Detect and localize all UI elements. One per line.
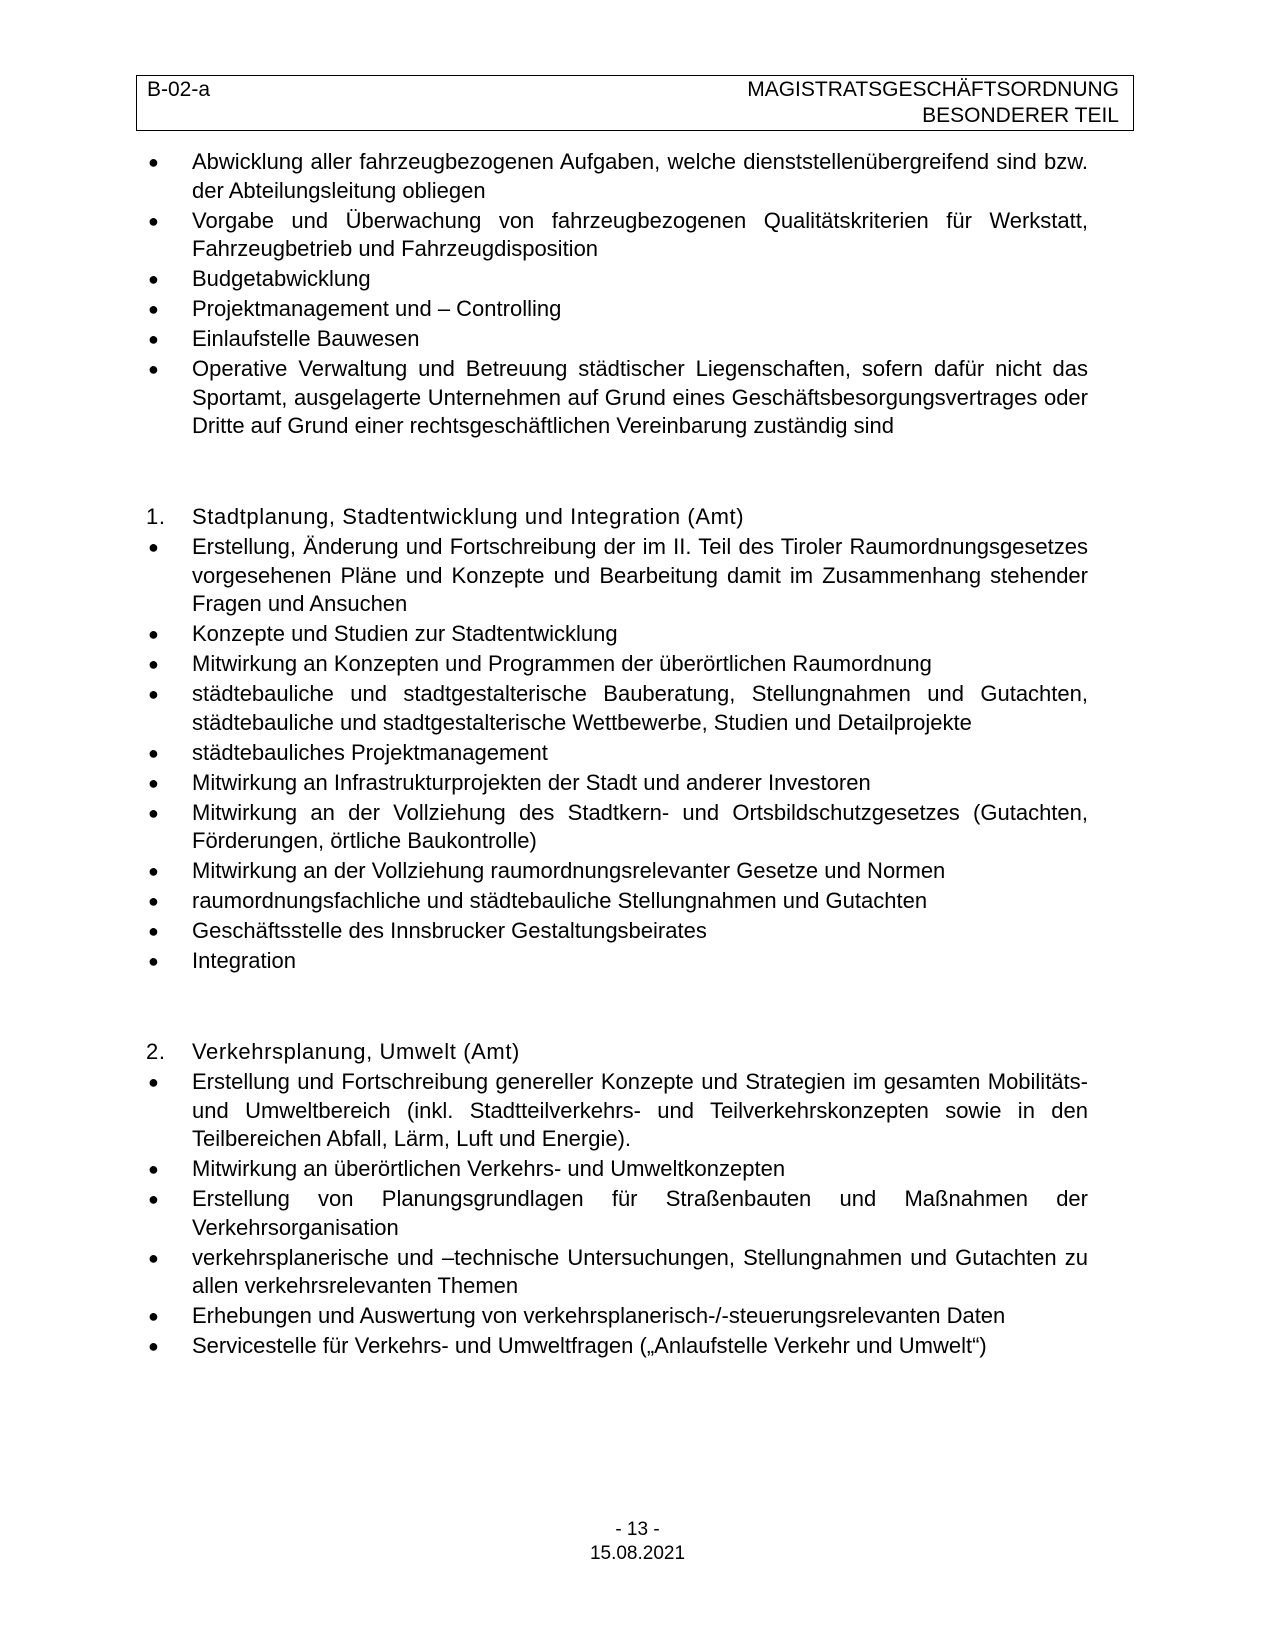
- bullet-icon: ●: [148, 951, 159, 971]
- list-item: [146, 1068, 1088, 1154]
- bullet-icon: ●: [148, 1247, 159, 1268]
- list-item: [146, 265, 1088, 294]
- list-item-text: Einlaufstelle Bauwesen: [192, 326, 420, 351]
- list-item-text: Integration: [192, 948, 296, 973]
- list-item-text: Mitwirkung an der Vollziehung des Stadtkern- und Ortsbildschutzgesetzes (Gutachten, Förderungen, örtliche Baukontrolle): [192, 799, 1088, 853]
- section-title: Stadtplanung, Stadtentwicklung und Integration (Amt): [192, 503, 745, 529]
- list-item: [146, 295, 1088, 324]
- list-item: [146, 1244, 1088, 1301]
- list-item: [146, 739, 1088, 768]
- bullet-icon: ●: [148, 1072, 159, 1092]
- list-item: [146, 148, 1088, 205]
- bullet-icon: ●: [148, 772, 159, 793]
- section-number: 1.: [146, 503, 166, 529]
- bullet-icon: ●: [148, 210, 159, 231]
- list-item-text: Erstellung von Planungsgrundlagen für Straßenbauten und Maßnahmen der Verkehrsorganisation: [192, 1186, 1088, 1240]
- section-number: 2.: [146, 1038, 166, 1064]
- list-item-text: raumordnungsfachliche und städtebauliche Stellungnahmen und Gutachten: [192, 888, 928, 913]
- section-bullet-list: [146, 533, 1088, 976]
- list-item-text: Mitwirkung an überörtlichen Verkehrs- und Umweltkonzepten: [192, 1156, 786, 1181]
- bullet-icon: ●: [148, 1336, 159, 1356]
- list-item-text: Projektmanagement und – Controlling: [192, 296, 562, 321]
- list-item: [146, 620, 1088, 649]
- document-title-line-2: BESONDERER TEIL: [922, 104, 1119, 127]
- page-header: [136, 75, 1134, 131]
- bullet-icon: ●: [148, 742, 159, 763]
- page-number: - 13 -: [615, 1519, 660, 1540]
- bullet-icon: ●: [148, 624, 159, 644]
- bullet-icon: ●: [148, 802, 159, 823]
- bullet-icon: ●: [148, 684, 159, 704]
- list-item-text: Erhebungen und Auswertung von verkehrsplanerisch-/-steuerungsrelevanten Daten: [192, 1303, 1006, 1328]
- bullet-icon: ●: [148, 269, 159, 289]
- section-title: Verkehrsplanung, Umwelt (Amt): [192, 1038, 520, 1064]
- list-item-text: Mitwirkung an der Vollziehung raumordnungsrelevanter Gesetze und Normen: [192, 858, 946, 883]
- list-item-text: Vorgabe und Überwachung von fahrzeugbezogenen Qualitätskriterien für Werkstatt, Fahrzeugbetrieb und Fahrzeugdisposition: [192, 207, 1088, 261]
- list-item-text: verkehrsplanerische und –technische Untersuchungen, Stellungnahmen und Gutachten zu allen verkehrsrelevanten Themen: [192, 1244, 1088, 1298]
- list-item: [146, 1155, 1088, 1184]
- list-item: [146, 1302, 1088, 1331]
- section-heading: [146, 503, 1088, 532]
- bullet-icon: ●: [148, 329, 159, 349]
- bullet-icon: ●: [148, 861, 159, 881]
- list-item: [146, 355, 1088, 441]
- bullet-icon: ●: [148, 1306, 159, 1326]
- bullet-icon: ●: [148, 359, 159, 379]
- bullet-icon: ●: [148, 152, 159, 172]
- list-item-text: Erstellung, Änderung und Fortschreibung der im II. Teil des Tiroler Raumordnungsgesetzes vorgesehenen Pläne und Konzepte und Bearbeitung damit im Zusammenhang stehender Fragen und Ansuchen: [192, 534, 1088, 616]
- section-heading: [146, 1038, 1088, 1067]
- list-item: [146, 769, 1088, 798]
- list-item: [146, 857, 1088, 886]
- bullet-icon: ●: [148, 921, 159, 941]
- list-item: [146, 207, 1088, 264]
- list-item-text: Erstellung und Fortschreibung genereller Konzepte und Strategien im gesamten Mobilitäts- und Umweltbereich (inkl. Stadtteilverkehrs- und Teilverkehrskonzepten sowie in den Teilbereichen Abfall, Lärm, Luft und Energie).: [192, 1069, 1088, 1151]
- section-bullet-list: [146, 1068, 1088, 1361]
- document-title: [747, 77, 1119, 129]
- list-item-text: Budgetabwicklung: [192, 266, 371, 291]
- list-item: [146, 799, 1088, 856]
- list-item: [146, 947, 1088, 976]
- list-item-text: Abwicklung aller fahrzeugbezogenen Aufgaben, welche dienststellenübergreifend sind bzw. der Abteilungsleitung obliegen: [192, 149, 1088, 203]
- list-item-text: städtebauliches Projektmanagement: [192, 739, 548, 765]
- list-item-text: Servicestelle für Verkehrs- und Umweltfragen („Anlaufstelle Verkehr und Umwelt“): [192, 1333, 987, 1358]
- sections-container: [146, 503, 1088, 1361]
- intro-bullet-list: [146, 148, 1088, 441]
- list-item: [146, 325, 1088, 354]
- list-item-text: Mitwirkung an Infrastrukturprojekten der Stadt und anderer Investoren: [192, 769, 871, 795]
- bullet-icon: ●: [148, 1189, 159, 1209]
- list-item: [146, 887, 1088, 916]
- bullet-icon: ●: [148, 891, 159, 911]
- list-item: [146, 1332, 1088, 1361]
- bullet-icon: ●: [148, 299, 159, 319]
- list-item-text: Konzepte und Studien zur Stadtentwicklung: [192, 621, 618, 646]
- list-item-text: Mitwirkung an Konzepten und Programmen der überörtlichen Raumordnung: [192, 651, 932, 676]
- list-item-text: Geschäftsstelle des Innsbrucker Gestaltungsbeirates: [192, 918, 707, 943]
- document-title-line-1: MAGISTRATSGESCHÄFTSORDNUNG: [747, 78, 1119, 101]
- bullet-icon: ●: [148, 654, 159, 674]
- page-footer: [0, 1518, 1275, 1566]
- bullet-icon: ●: [148, 1159, 159, 1179]
- list-item-text: Operative Verwaltung und Betreuung städtischer Liegenschaften, sofern dafür nicht das Sportamt, ausgelagerte Unternehmen auf Grund eines Geschäftsbesorgungsvertrages oder Dritte auf Grund einer rechtsgeschäftlichen Vereinbarung zuständig sind: [192, 356, 1088, 438]
- footer-date: 15.08.2021: [589, 1543, 686, 1564]
- list-item: [146, 650, 1088, 679]
- page-body: [146, 148, 1088, 1362]
- list-item: [146, 917, 1088, 946]
- list-item: [146, 1185, 1088, 1242]
- list-item: [146, 680, 1088, 737]
- list-item: [146, 533, 1088, 619]
- list-item-text: städtebauliche und stadtgestalterische Bauberatung, Stellungnahmen und Gutachten, städtebauliche und stadtgestalterische Wettbewerbe, Studien und Detailprojekte: [192, 681, 1088, 735]
- bullet-icon: ●: [148, 537, 159, 557]
- document-code: B-02-a: [147, 78, 211, 101]
